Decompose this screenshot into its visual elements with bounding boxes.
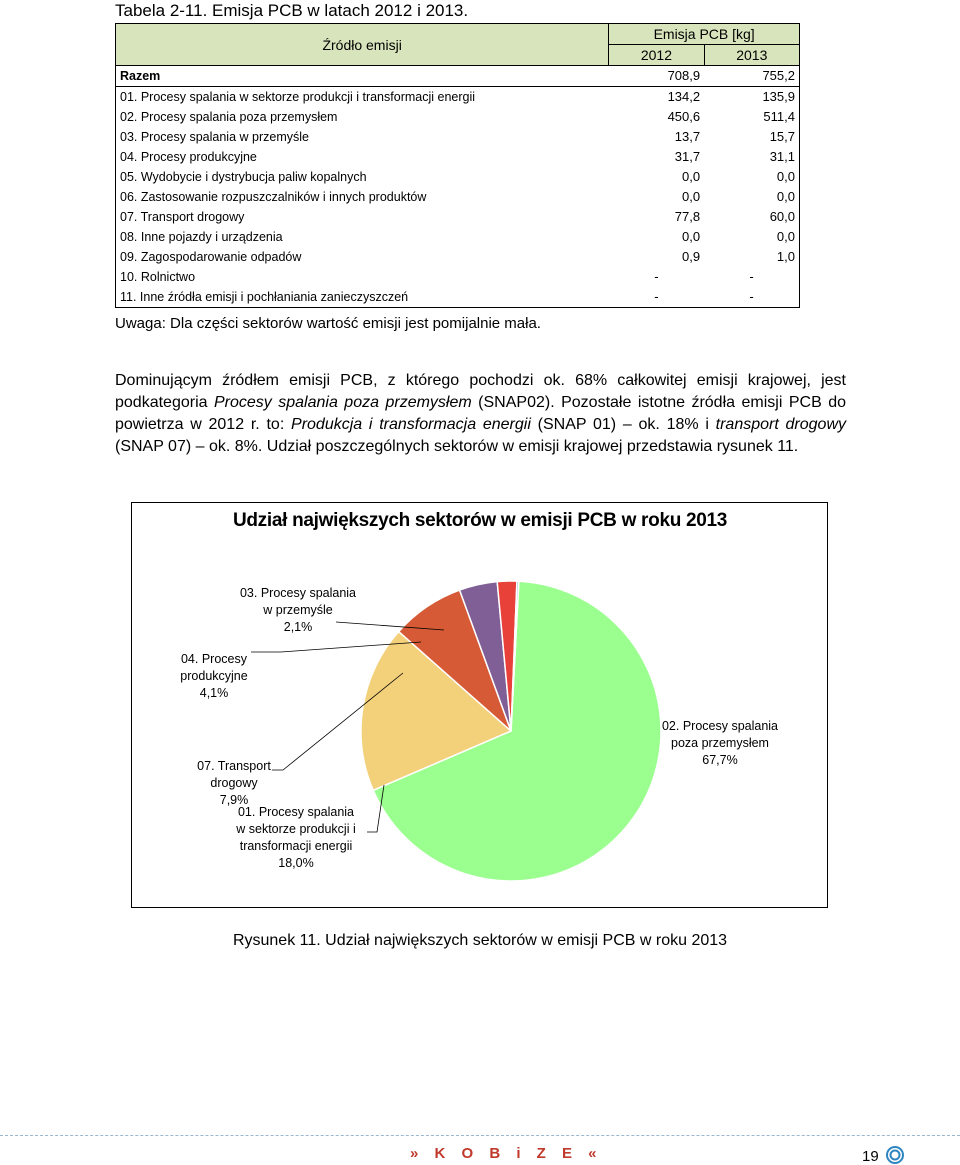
row-label: 04. Procesy produkcyjne	[116, 147, 609, 167]
emission-table	[115, 23, 800, 308]
value-2013: 0,0	[704, 187, 799, 207]
row-label: 01. Procesy spalania w sektorze produkcji i transformacji energii	[116, 87, 609, 108]
value-2013: 31,1	[704, 147, 799, 167]
body-paragraph: Dominującym źródłem emisji PCB, z którego pochodzi ok. 68% całkowitej emisji krajowej, jest podkategoria Procesy spalania poza przemysłem (SNAP02). Pozostałe istotne źródła emisji PCB do powietrza w 2012 r. to: Produkcja i transformacja energii (SNAP 01) – ok. 18% i transport drogowy (SNAP 07) – ok. 8%. Udział poszczególnych sektorów w emisji krajowej przedstawia rysunek 11.	[115, 372, 847, 455]
value-2013: 15,7	[704, 127, 799, 147]
table-row	[116, 227, 800, 247]
slice-label: 7,9%	[219, 793, 249, 807]
table-row	[116, 287, 800, 308]
slice-label: 01. Procesy spalania	[237, 805, 355, 819]
value-2013: -	[704, 287, 799, 308]
source-header: Źródło emisji	[116, 24, 609, 66]
slice-label: 03. Procesy spalania	[239, 586, 357, 600]
value-2012: 708,9	[609, 66, 704, 87]
row-label: 05. Wydobycie i dystrybucja paliw kopalnych	[116, 167, 609, 187]
slice-label: 02. Procesy spalania	[661, 719, 779, 733]
value-2013: -	[704, 267, 799, 287]
row-label: 10. Rolnictwo	[116, 267, 609, 287]
table-row	[116, 247, 800, 267]
value-2012: 0,0	[682, 229, 701, 244]
slice-label: 67,7%	[702, 753, 738, 767]
footer-brand: » K O B i Z E «	[410, 1145, 603, 1162]
slice-label: 4,1%	[199, 686, 229, 700]
value-2012: 134,2	[667, 89, 701, 104]
table-row	[116, 207, 800, 227]
value-2013: 135,9	[704, 87, 799, 108]
row-label: 08. Inne pojazdy i urządzenia	[116, 227, 609, 247]
footer-divider	[0, 1135, 960, 1136]
value-2012: 0,0	[682, 169, 701, 184]
value-2013: 60,0	[704, 207, 799, 227]
slice-label: w sektorze produkcji i	[236, 822, 356, 836]
slice-label: transformacji energii	[239, 839, 353, 853]
slice-label: drogowy	[210, 776, 258, 790]
slice-label: 18,0%	[278, 856, 314, 870]
row-label: 03. Procesy spalania w przemyśle	[116, 127, 609, 147]
page-number: 19	[862, 1148, 879, 1165]
slice-label: 2,1%	[283, 620, 313, 634]
value-2013: 0,0	[704, 167, 799, 187]
row-label: Razem	[116, 66, 609, 87]
value-2012: -	[654, 269, 659, 284]
value-2013: 0,0	[704, 227, 799, 247]
value-2012: -	[609, 287, 704, 308]
table-row	[116, 87, 800, 108]
value-2013: 755,2	[704, 66, 799, 87]
slice-label: w przemyśle	[263, 603, 333, 617]
slice-label: 07. Transport	[197, 759, 271, 773]
value-2012: 0,0	[682, 189, 701, 204]
table-row	[116, 107, 800, 127]
slice-label: poza przemysłem	[671, 736, 769, 750]
table-caption: Tabela 2-11. Emisja PCB w latach 2012 i 2013.	[115, 1, 469, 20]
table-row	[116, 127, 800, 147]
year-2013-header: 2013	[704, 45, 799, 66]
figure-caption: Rysunek 11. Udział największych sektorów w emisji PCB w roku 2013	[232, 932, 728, 949]
chart-title: Udział największych sektorów w emisji PCB w roku 2013	[232, 510, 728, 531]
table-row	[116, 267, 800, 287]
spiral-icon	[885, 1145, 905, 1165]
row-label: 02. Procesy spalania poza przemysłem	[116, 107, 609, 127]
value-2012: 450,6	[667, 109, 701, 124]
table-row-total	[116, 66, 800, 87]
table-row	[116, 167, 800, 187]
pie-chart	[131, 502, 828, 908]
row-label: 11. Inne źródła emisji i pochłaniania zanieczyszczeń	[116, 287, 609, 308]
value-2013: 511,4	[704, 107, 799, 127]
value-2012: 0,9	[682, 249, 701, 264]
row-label: 06. Zastosowanie rozpuszczalników i innych produktów	[116, 187, 609, 207]
row-label: 07. Transport drogowy	[116, 207, 609, 227]
value-2012: 31,7	[674, 149, 701, 164]
table-row	[116, 147, 800, 167]
table-row	[116, 187, 800, 207]
emission-header: Emisja PCB [kg]	[609, 24, 800, 45]
slice-label: 04. Procesy	[180, 652, 248, 666]
table-note: Uwaga: Dla części sektorów wartość emisji jest pomijalnie mała.	[115, 315, 541, 332]
value-2012: 77,8	[674, 209, 701, 224]
row-label: 09. Zagospodarowanie odpadów	[116, 247, 609, 267]
slice-label: produkcyjne	[180, 669, 248, 683]
value-2013: 1,0	[704, 247, 799, 267]
year-2012-header: 2012	[609, 45, 704, 66]
value-2012: 13,7	[674, 129, 701, 144]
